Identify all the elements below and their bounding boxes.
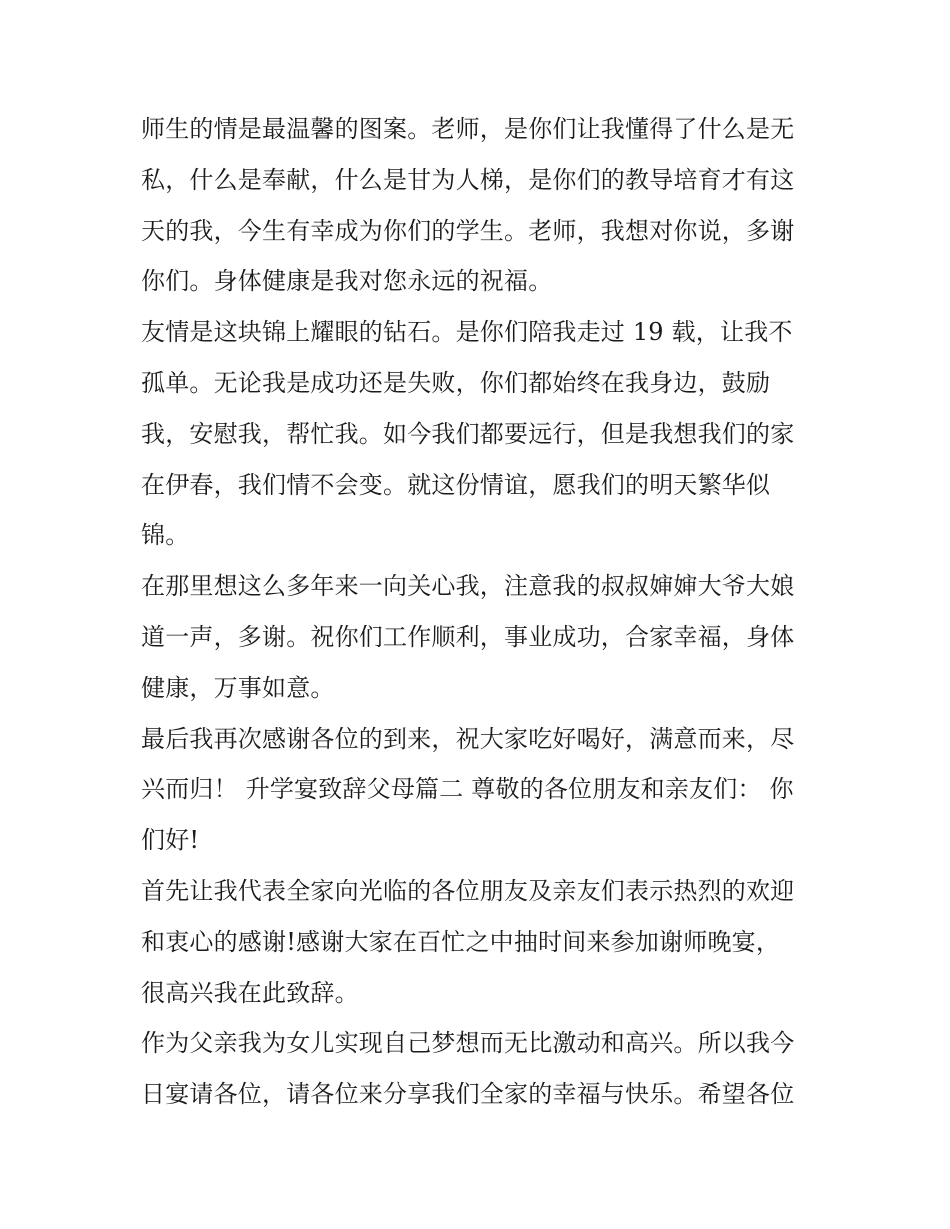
paragraph-1 [141,104,821,307]
text-line: 作为父亲我为女儿实现自己梦想而无比激动和高兴。所以我今 [141,1029,795,1058]
text-line: 你们。身体健康是我对您永远的祝福。 [141,267,553,296]
paragraph-2 [141,307,821,561]
text-line: 在那里想这么多年来一向关心我，注意我的叔叔婶婶大爷大娘 [141,572,795,601]
text-line: 道一声，多谢。祝你们工作顺利，事业成功，合家幸福，身体 [141,622,795,651]
paragraph-4 [141,714,821,866]
text-line: 兴而归！ 升学宴致辞父母篇二 尊敬的各位朋友和亲友们： 你 [141,775,794,804]
text-line: 孤单。无论我是成功还是失败，你们都始终在我身边，鼓励 [141,368,771,397]
text-line: 健康，万事如意。 [141,673,335,702]
document-body [141,104,821,1120]
text-line: 很高兴我在此致辞。 [141,978,359,1007]
text-line: 天的我，今生有幸成为你们的学生。老师，我想对你说，多谢 [141,216,795,245]
text-line: 们好! [141,826,200,855]
text-line: 我，安慰我，帮忙我。如今我们都要远行，但是我想我们的家 [141,419,795,448]
text-line: 师生的情是最温馨的图案。老师，是你们让我懂得了什么是无 [141,115,795,143]
text-line: 最后我再次感谢各位的到来，祝大家吃好喝好，满意而来，尽 [141,724,795,753]
text-line: 和衷心的感谢!感谢大家在百忙之中抽时间来参加谢师晚宴， [141,927,781,956]
text-line: 首先让我代表全家向光临的各位朋友及亲友们表示热烈的欢迎 [141,876,795,905]
paragraph-3 [141,561,821,713]
text-line: 日宴请各位，请各位来分享我们全家的幸福与快乐。希望各位 [141,1080,795,1109]
text-line: 私，什么是奉献，什么是甘为人梯，是你们的教导培育才有这 [141,165,795,194]
paragraph-6 [141,1018,821,1120]
text-line: 友情是这块锦上耀眼的钻石。是你们陪我走过 19 载，让我不 [141,318,793,347]
text-line: 在伊春，我们情不会变。就这份情谊，愿我们的明天繁华似 [141,470,771,499]
paragraph-5 [141,866,821,1018]
text-line: 锦。 [141,521,190,550]
